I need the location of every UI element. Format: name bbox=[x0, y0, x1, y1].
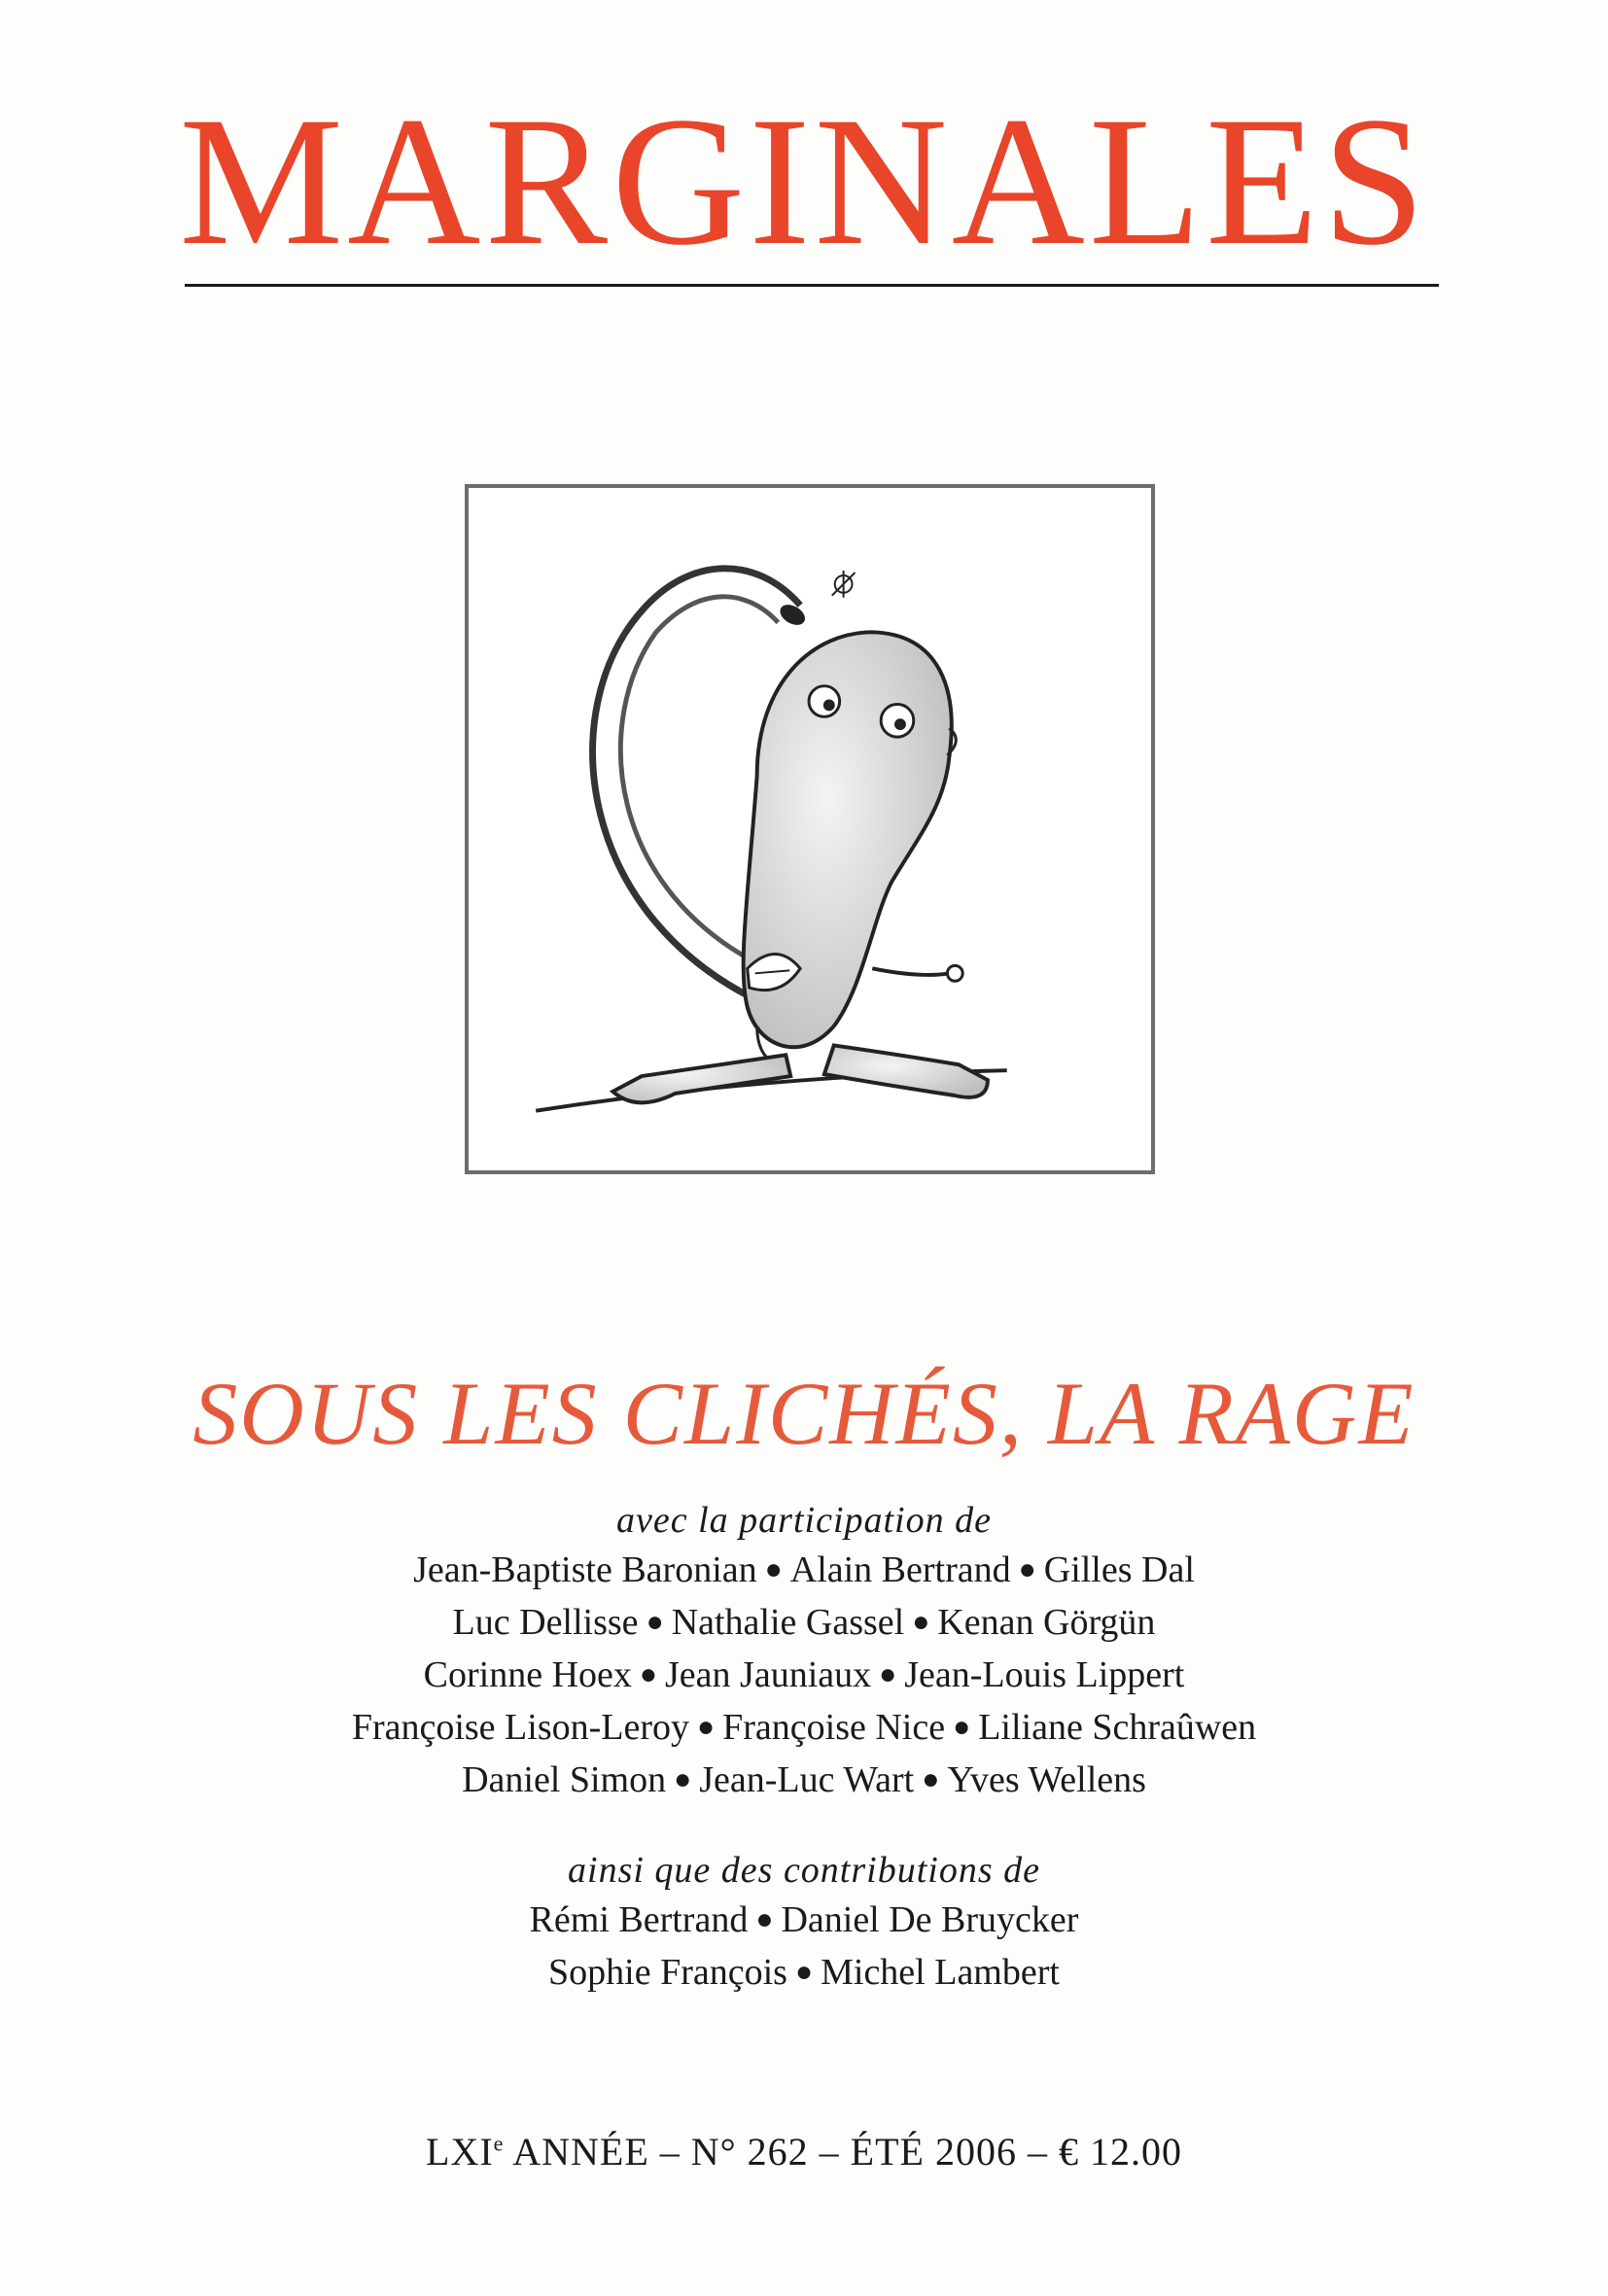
credits-block bbox=[0, 1497, 1608, 1999]
participant-name: Kenan Görgün bbox=[937, 1602, 1156, 1643]
issue-details: ANNÉE – N° 262 – ÉTÉ 2006 – € 12.00 bbox=[504, 2130, 1182, 2174]
contributor-name: Daniel De Bruycker bbox=[781, 1899, 1079, 1940]
participant-name: Daniel Simon bbox=[462, 1759, 667, 1800]
participants-intro: avec la participation de bbox=[616, 1500, 992, 1541]
contributor-name: Sophie François bbox=[548, 1952, 787, 1993]
bullet-separator: ● bbox=[922, 1763, 940, 1795]
issue-info bbox=[0, 2129, 1608, 2174]
bullet-separator: ● bbox=[674, 1763, 692, 1795]
participant-name: Liliane Schraûwen bbox=[978, 1707, 1257, 1748]
cover-illustration bbox=[465, 484, 1155, 1174]
bullet-separator: ● bbox=[755, 1903, 774, 1935]
participant-name: Françoise Nice bbox=[722, 1707, 946, 1748]
participant-name: Alain Bertrand bbox=[789, 1549, 1011, 1590]
bullet-separator: ● bbox=[794, 1956, 814, 1988]
contributors-line bbox=[0, 1946, 1608, 1999]
participant-name: Jean-Louis Lippert bbox=[904, 1654, 1185, 1695]
bullet-separator: ● bbox=[912, 1606, 930, 1638]
bullet-separator: ● bbox=[764, 1553, 783, 1585]
participant-name: Jean-Luc Wart bbox=[699, 1759, 915, 1800]
contributor-name: Rémi Bertrand bbox=[529, 1899, 749, 1940]
contributor-name: Michel Lambert bbox=[821, 1952, 1060, 1993]
participants-line bbox=[0, 1701, 1608, 1754]
bullet-separator: ● bbox=[697, 1711, 716, 1743]
participant-name: Yves Wellens bbox=[947, 1759, 1146, 1800]
magazine-title: MARGINALES bbox=[179, 80, 1429, 284]
participants-line bbox=[0, 1544, 1608, 1596]
participant-name: Corinne Hoex bbox=[423, 1654, 632, 1695]
participant-name: Françoise Lison-Leroy bbox=[351, 1707, 689, 1748]
bullet-separator: ● bbox=[953, 1711, 971, 1743]
title-rule bbox=[185, 284, 1439, 287]
participant-name: Jean-Baptiste Baronian bbox=[413, 1549, 757, 1590]
bullet-separator: ● bbox=[1018, 1553, 1036, 1585]
participants-line bbox=[0, 1649, 1608, 1701]
bullet-separator: ● bbox=[646, 1606, 664, 1638]
bullet-separator: ● bbox=[879, 1658, 897, 1690]
contributors-intro: ainsi que des contributions de bbox=[568, 1850, 1040, 1891]
spacer bbox=[0, 1806, 1608, 1847]
issue-volume: LXI bbox=[426, 2130, 494, 2174]
participant-name: Gilles Dal bbox=[1043, 1549, 1195, 1590]
walking-figure-drawing bbox=[469, 488, 1151, 1170]
participant-name: Luc Dellisse bbox=[452, 1602, 639, 1643]
contributors-line bbox=[0, 1894, 1608, 1946]
participants-line bbox=[0, 1754, 1608, 1806]
bullet-separator: ● bbox=[639, 1658, 658, 1690]
participant-name: Jean Jauniaux bbox=[665, 1654, 872, 1695]
issue-volume-suffix: e bbox=[493, 2131, 505, 2156]
participants-line bbox=[0, 1596, 1608, 1649]
participant-name: Nathalie Gassel bbox=[671, 1602, 905, 1643]
cover-title: SOUS LES CLICHÉS, LA RAGE bbox=[192, 1364, 1416, 1463]
